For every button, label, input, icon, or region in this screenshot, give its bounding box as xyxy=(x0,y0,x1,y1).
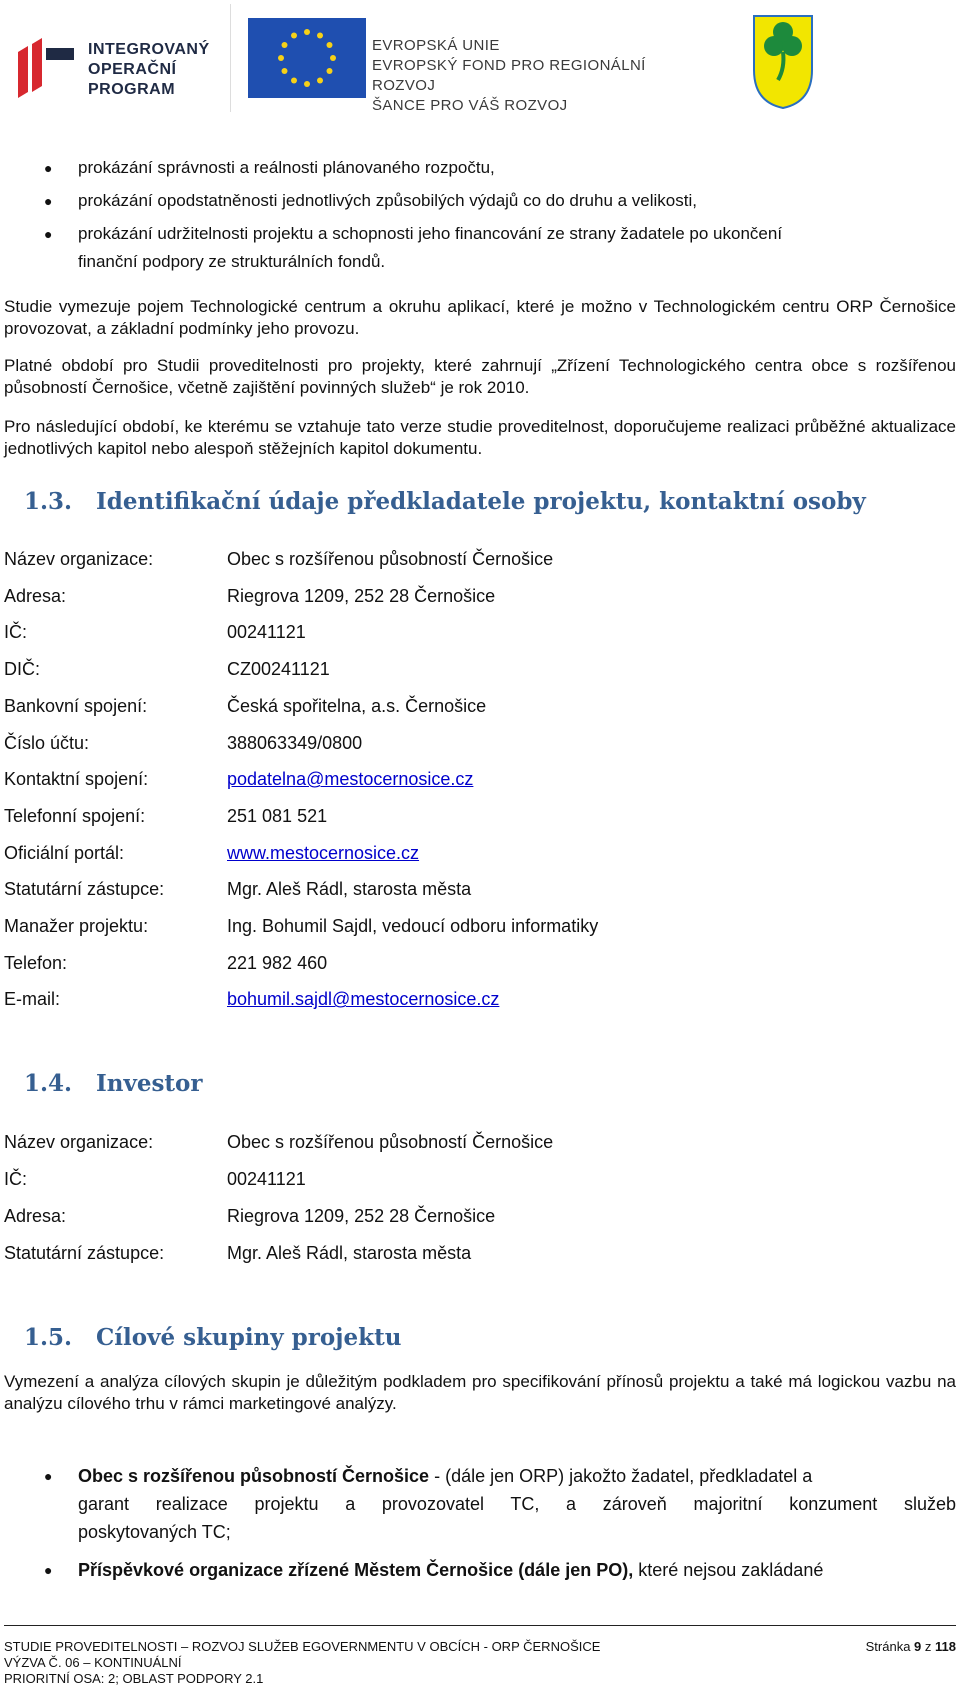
iop-text-line: INTEGROVANÝ xyxy=(88,41,210,58)
list-item-text: poskytovaných TC; xyxy=(78,1522,231,1542)
eu-star-icon xyxy=(291,78,297,84)
section-heading-1-5 xyxy=(24,1324,401,1351)
list-item xyxy=(44,187,958,215)
section-title: Cílové skupiny projektu xyxy=(96,1324,402,1351)
list-item-continuation xyxy=(78,1518,958,1546)
info-label: Oficiální portál: xyxy=(4,842,125,863)
footer-line-2: VÝZVA Č. 06 – KONTINUÁLNÍ xyxy=(4,1655,182,1670)
section-number: 1.4. xyxy=(24,1070,73,1097)
section-number: 1.3. xyxy=(24,488,73,515)
eu-star-icon xyxy=(317,78,323,84)
list-item-continuation xyxy=(78,1490,956,1518)
info-label: Adresa: xyxy=(4,1206,67,1226)
info-label: Adresa: xyxy=(4,585,67,606)
info-label: Telefonní spojení: xyxy=(4,805,146,826)
footer-line-1: STUDIE PROVEDITELNOSTI – ROZVOJ SLUŽEB EGOVERNMENTU V OBCÍCH - ORP ČERNOŠICE xyxy=(4,1639,601,1654)
iop-text-line: OPERAČNÍ xyxy=(88,61,177,78)
eu-star-icon xyxy=(304,81,310,87)
list-item xyxy=(44,1556,956,1584)
info-value: Mgr. Aleš Rádl, starosta města xyxy=(227,879,472,900)
list-item-text: finanční podpory ze strukturálních fondů. xyxy=(78,252,386,271)
iop-logo xyxy=(4,4,231,112)
list-item-text: prokázání opodstatněnosti jednotlivých způsobilých výdajů co do druhu a velikosti, xyxy=(78,191,697,210)
section-heading-1-4 xyxy=(24,1070,203,1097)
info-label: Statutární zástupce: xyxy=(4,879,165,900)
list-item xyxy=(44,1462,956,1490)
list-item-text: které nejsou zakládané xyxy=(633,1560,824,1580)
header-logos xyxy=(0,0,708,115)
info-value: Česká spořitelna, a.s. Černošice xyxy=(227,695,487,716)
list-item xyxy=(44,154,958,182)
section-heading-1-3 xyxy=(24,488,866,515)
page-current: 9 xyxy=(914,1639,922,1654)
info-label: Manažer projektu: xyxy=(4,916,149,936)
bullet-icon: ● xyxy=(44,193,53,209)
info-value: Riegrova 1209, 252 28 Černošice xyxy=(227,1206,496,1226)
info-label: Bankovní spojení: xyxy=(4,695,148,716)
list-item-text: prokázání udržitelnosti projektu a schopnosti jeho financování ze strany žadatele po ukončení xyxy=(78,224,783,243)
info-value: CZ00241121 xyxy=(227,659,330,680)
eu-star-icon xyxy=(282,42,288,48)
bullet-icon: ● xyxy=(44,1562,53,1578)
info-value: Mgr. Aleš Rádl, starosta města xyxy=(227,1243,472,1263)
paragraph: Vymezení a analýza cílových skupin je důležitým podkladem pro specifikování přínosů projektu a také má logickou vazbu na analýzu cílového trhu v rámci marketingové analýzy. xyxy=(4,1372,956,1413)
info-value: 251 081 521 xyxy=(227,805,328,826)
iop-logo-text xyxy=(88,40,210,100)
footer-divider xyxy=(4,1625,956,1626)
info-label: IČ: xyxy=(4,1169,28,1189)
section-title: Investor xyxy=(96,1070,203,1097)
info-value: Obec s rozšířenou působností Černošice xyxy=(227,549,554,569)
list-item-continuation xyxy=(78,248,958,276)
list-item-text: garant realizace projektu a provozovatel TC, a zároveň majoritní konzument služeb xyxy=(78,1494,956,1514)
eu-logo-text xyxy=(372,36,708,116)
info-value: Ing. Bohumil Sajdl, vedoucí odboru informatiky xyxy=(227,916,599,936)
info-value: Obec s rozšířenou působností Černošice xyxy=(227,1132,554,1152)
iop-logo-icon xyxy=(18,36,76,98)
section-number: 1.5. xyxy=(24,1324,73,1351)
page-mid: z xyxy=(921,1639,936,1654)
clover-crest-icon xyxy=(752,14,814,110)
eu-star-icon xyxy=(327,42,333,48)
eu-flag-icon xyxy=(248,18,366,98)
info-label: DIČ: xyxy=(4,659,40,680)
info-value: 221 982 460 xyxy=(227,952,328,973)
info-link[interactable]: www.mestocernosice.cz xyxy=(227,842,420,863)
eu-star-icon xyxy=(327,68,333,74)
info-label: Název organizace: xyxy=(4,1132,154,1152)
info-label: Číslo účtu: xyxy=(4,732,90,753)
info-label: Kontaktní spojení: xyxy=(4,769,149,790)
eu-star-icon xyxy=(278,55,284,61)
page-footer xyxy=(0,1625,960,1694)
info-label: E-mail: xyxy=(4,989,61,1010)
footer-line-3: PRIORITNÍ OSA: 2; OBLAST PODPORY 2.1 xyxy=(4,1671,264,1686)
paragraph: Studie vymezuje pojem Technologické centrum a okruhu aplikací, které je možno v Technologickém centru ORP Černošice provozovat, a základní podmínky jeho provozu. xyxy=(4,297,956,338)
eu-text-line: EVROPSKÝ FOND PRO REGIONÁLNÍ ROZVOJ xyxy=(372,57,646,94)
info-value: 00241121 xyxy=(227,622,306,643)
bullet-icon: ● xyxy=(44,160,53,176)
iop-text-line: PROGRAM xyxy=(88,81,176,98)
info-label: Statutární zástupce: xyxy=(4,1243,165,1263)
eu-text-line: ŠANCE PRO VÁŠ ROZVOJ xyxy=(372,97,568,114)
info-value: 00241121 xyxy=(227,1169,306,1189)
bullet-icon: ● xyxy=(44,1468,53,1484)
eu-text-line: EVROPSKÁ UNIE xyxy=(372,37,500,54)
eu-star-icon xyxy=(282,68,288,74)
paragraph: Platné období pro Studii proveditelnosti pro projekty, které zahrnují „Zřízení Technologického centra obce s rozšířenou působností Černošice, včetně zajištění povinných služeb“ je rok 2010. xyxy=(4,356,956,397)
paragraph: Pro následující období, ke kterému se vztahuje tato verze studie proveditelnost, doporučujeme realizaci průběžné aktualizace jednotlivých kapitol nebo alespoň stěžejních kapitol dokumentu. xyxy=(4,417,956,458)
info-label: Telefon: xyxy=(4,952,68,973)
info-value: 388063349/0800 xyxy=(227,732,363,753)
eu-star-icon xyxy=(317,33,323,39)
list-item-bold: Obec s rozšířenou působností Černošice xyxy=(78,1466,430,1486)
info-link[interactable]: bohumil.sajdl@mestocernosice.cz xyxy=(227,989,500,1010)
bullet-icon: ● xyxy=(44,226,53,242)
info-value: Riegrova 1209, 252 28 Černošice xyxy=(227,585,496,606)
eu-star-icon xyxy=(304,29,310,35)
info-label: Název organizace: xyxy=(4,549,154,569)
info-label: IČ: xyxy=(4,622,28,643)
list-item-bold: Příspěvkové organizace zřízené Městem Černošice (dále jen PO), xyxy=(78,1560,634,1580)
eu-star-icon xyxy=(291,33,297,39)
info-link[interactable]: podatelna@mestocernosice.cz xyxy=(227,769,474,790)
page-prefix: Stránka xyxy=(865,1639,915,1654)
list-item xyxy=(44,220,958,248)
page-number xyxy=(866,1639,956,1654)
list-item-text: prokázání správnosti a reálnosti plánovaného rozpočtu, xyxy=(78,158,495,177)
list-item-text: - (dále jen ORP) jakožto žadatel, předkladatel a xyxy=(429,1466,813,1486)
page-total: 118 xyxy=(935,1639,956,1654)
eu-star-icon xyxy=(330,55,336,61)
section-title: Identifikační údaje předkladatele projektu, kontaktní osoby xyxy=(96,488,866,515)
